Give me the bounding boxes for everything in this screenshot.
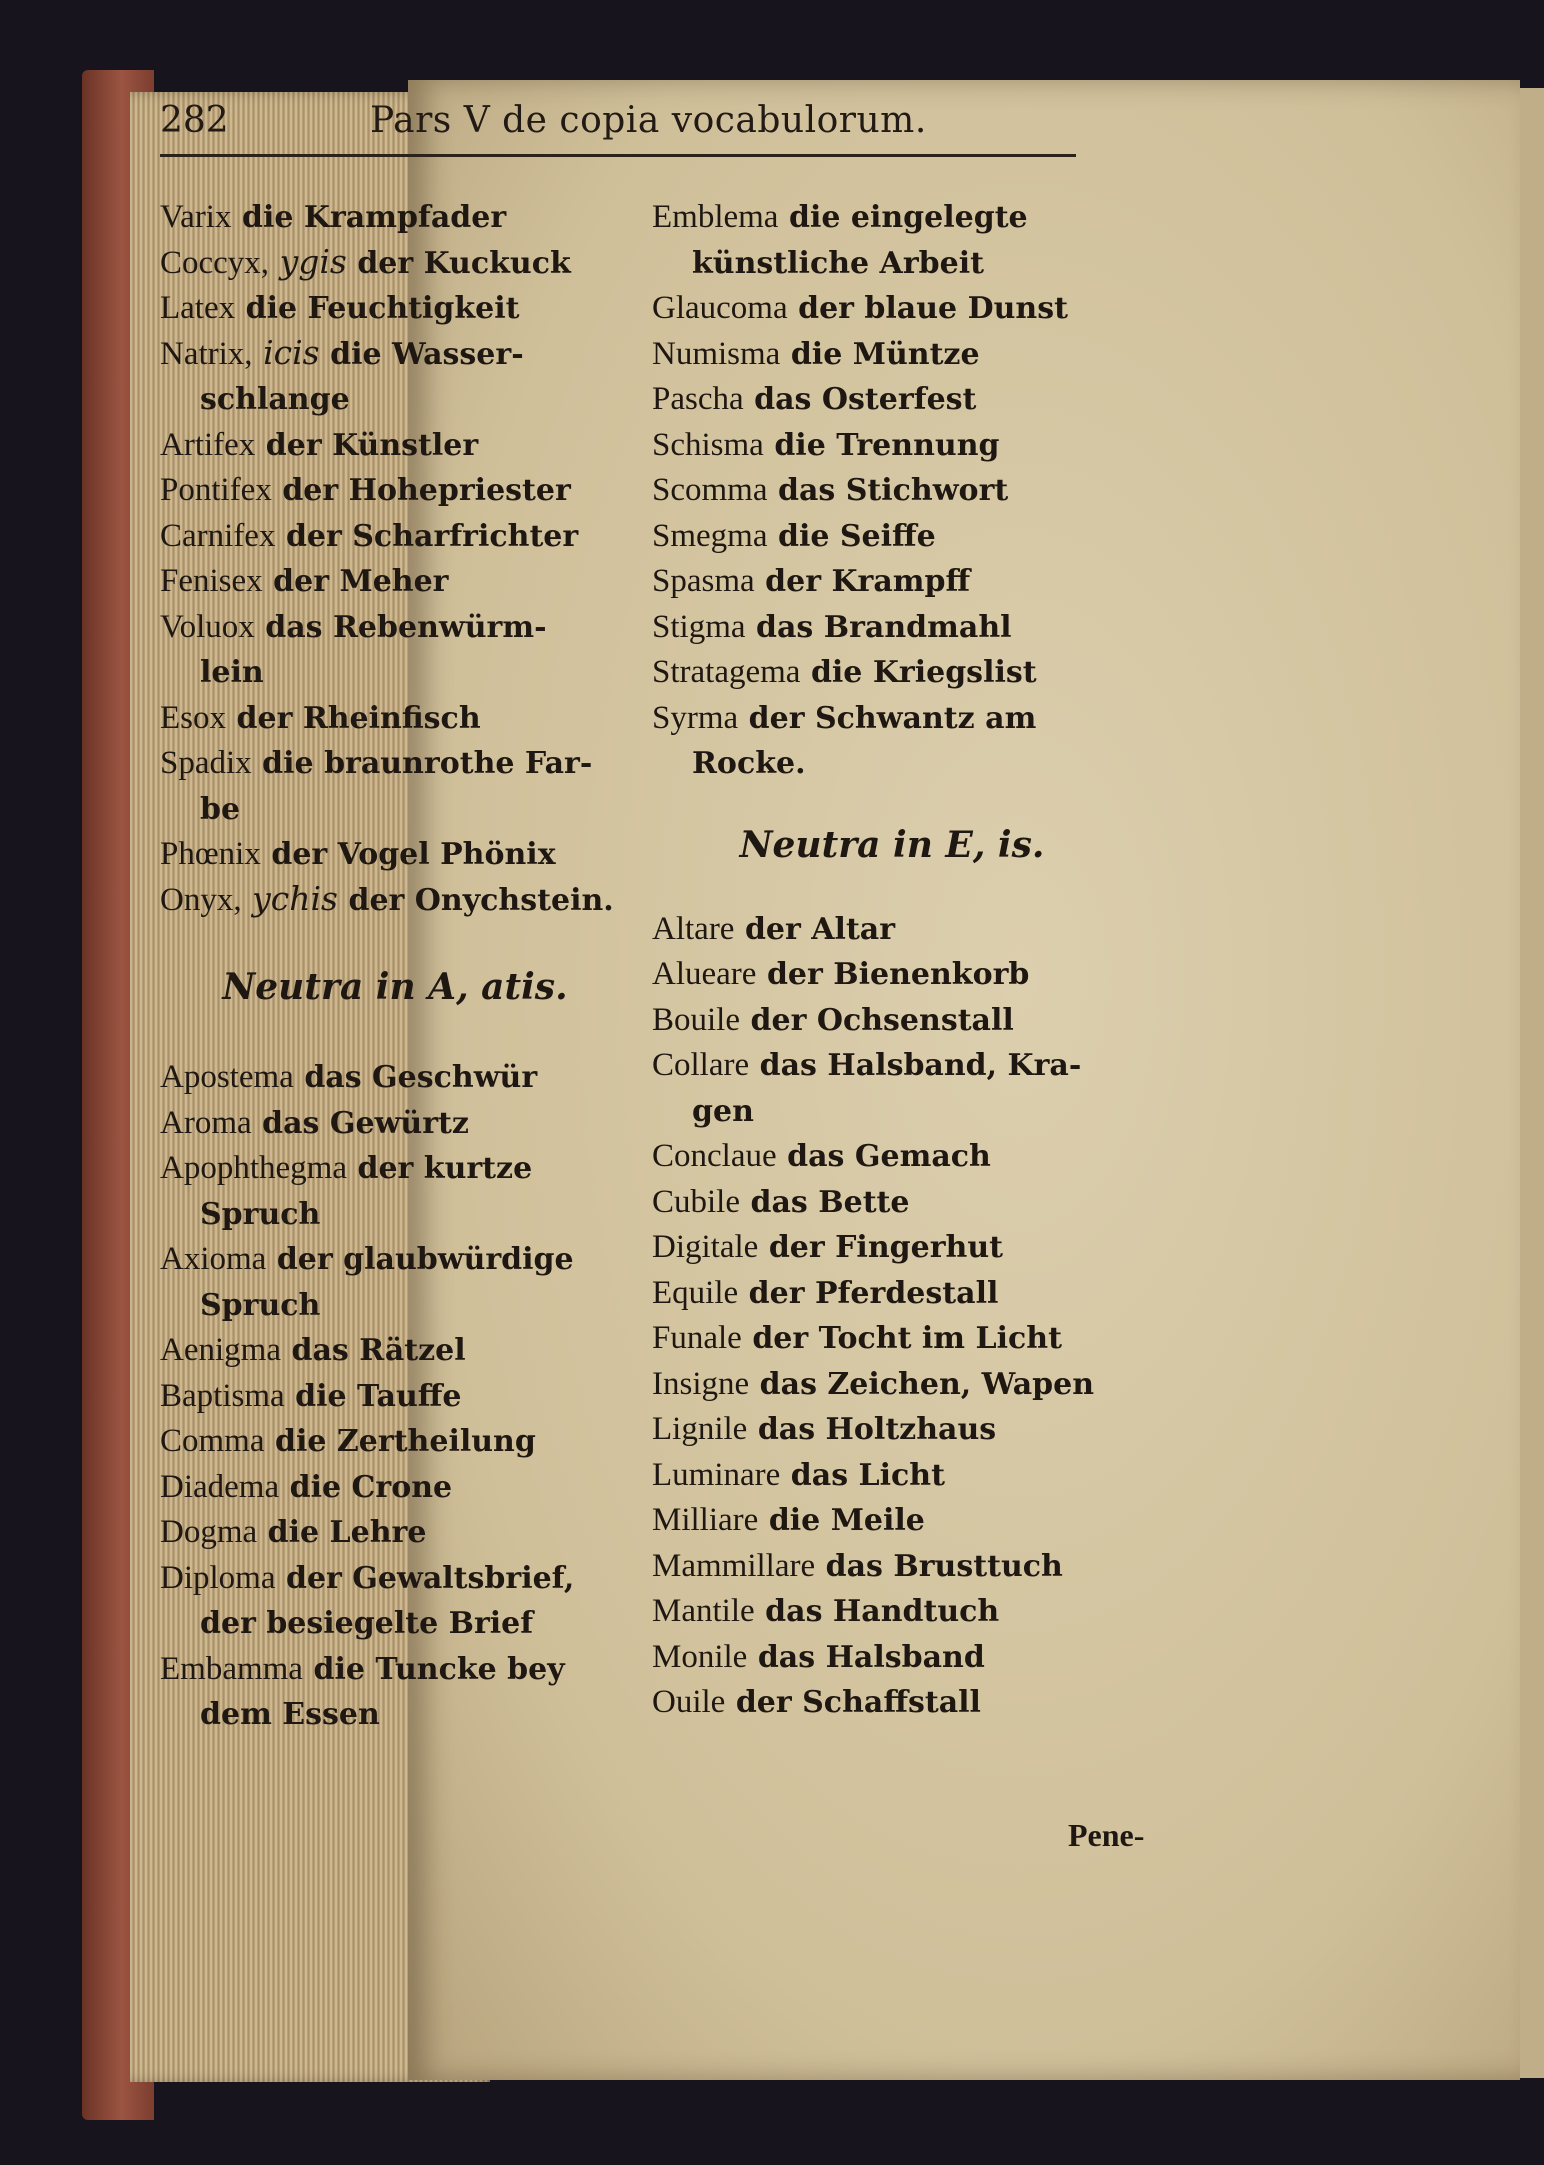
dictionary-entry	[160, 649, 630, 695]
dictionary-entry	[652, 331, 1132, 377]
german-translation: der Krampff	[765, 564, 971, 599]
latin-word: Pascha	[652, 381, 744, 417]
latin-word: Ouile	[652, 1684, 726, 1720]
german-translation: be	[200, 791, 241, 827]
german-translation: der blaue Dunst	[798, 291, 1068, 326]
dictionary-entry	[652, 422, 1132, 468]
right-entries-b	[652, 906, 1132, 1725]
latin-word: Numisma	[652, 335, 781, 372]
german-translation: das Geschwür	[304, 1060, 538, 1095]
dictionary-entry	[652, 1315, 1132, 1361]
dictionary-entry	[160, 1555, 630, 1601]
latin-word: Luminare	[652, 1456, 781, 1493]
dictionary-entry	[160, 1145, 630, 1191]
latin-word: Apostema	[160, 1059, 294, 1095]
dictionary-entry	[652, 1679, 1132, 1725]
german-translation: das Rebenwürm-	[265, 609, 547, 645]
german-translation: der Bienenkorb	[766, 957, 1030, 992]
german-translation: gen	[692, 1093, 754, 1129]
german-translation: die Müntze	[790, 336, 980, 372]
dictionary-entry	[160, 194, 630, 240]
german-translation: das Gewürtz	[262, 1105, 469, 1141]
latin-word: Emblema	[652, 199, 779, 235]
dictionary-entry	[160, 1327, 630, 1373]
latin-word: Milliare	[652, 1502, 759, 1538]
german-translation: der Schwantz am	[748, 700, 1037, 736]
dictionary-entry	[652, 604, 1132, 650]
dictionary-entry	[652, 1361, 1132, 1407]
latin-word: Digitale	[652, 1229, 759, 1265]
running-title: Pars V de copia vocabulorum.	[370, 100, 927, 141]
latin-word: Monile	[652, 1638, 748, 1675]
dictionary-entry	[652, 997, 1132, 1043]
dictionary-entry	[160, 331, 630, 377]
german-translation: die Tuncke bey	[313, 1651, 565, 1687]
dictionary-entry	[160, 422, 630, 468]
latin-word: Esox	[160, 699, 226, 736]
latin-word: Alueare	[652, 956, 757, 992]
german-translation: der besiegelte Brief	[200, 1606, 534, 1641]
dictionary-entry	[160, 1373, 630, 1419]
dictionary-entry	[652, 1179, 1132, 1225]
german-translation: der kurtze	[357, 1151, 533, 1186]
german-translation: die braunrothe Far-	[262, 746, 593, 781]
latin-word: Collare	[652, 1047, 750, 1083]
german-translation: das Zeichen, Wapen	[759, 1366, 1095, 1402]
latin-word: Equile	[652, 1274, 739, 1311]
latin-word: Stratagema	[652, 654, 801, 690]
dictionary-entry	[160, 740, 630, 786]
latin-word: Onyx,	[160, 881, 242, 918]
german-translation: der Ochsenstall	[750, 1002, 1014, 1038]
german-translation: das Gemach	[787, 1139, 991, 1174]
latin-word: Fenisex	[160, 563, 263, 599]
latin-word: Spadix	[160, 745, 252, 781]
german-translation: der Hohepriester	[282, 473, 571, 508]
dictionary-entry	[160, 1691, 630, 1737]
dictionary-entry	[160, 467, 630, 513]
german-translation: der glaubwürdige	[276, 1242, 574, 1277]
german-translation: das Handtuch	[765, 1594, 1000, 1629]
latin-word: Aenigma	[160, 1332, 281, 1368]
german-translation: der Rheinfisch	[236, 700, 481, 736]
dictionary-entry	[652, 1452, 1132, 1498]
german-translation: das Halsband	[757, 1639, 985, 1675]
german-translation: die Meile	[768, 1503, 925, 1538]
latin-word: Altare	[652, 910, 735, 947]
latin-word: Axioma	[160, 1241, 267, 1277]
left-entries-a	[160, 194, 630, 922]
dictionary-entry	[160, 1464, 630, 1510]
right-entries-a	[652, 194, 1132, 786]
latin-word: Embamma	[160, 1650, 303, 1687]
german-translation: der Künstler	[265, 427, 479, 463]
german-translation: die Wasser-	[330, 336, 524, 372]
german-translation: die Crone	[289, 1469, 453, 1505]
latin-word: Syrma	[652, 699, 739, 736]
german-translation: das Bette	[750, 1184, 910, 1220]
dictionary-entry	[160, 1191, 630, 1237]
german-translation: Rocke.	[692, 746, 806, 781]
german-translation: schlange	[200, 382, 350, 417]
german-translation: die eingelegte	[788, 200, 1028, 235]
dictionary-entry	[652, 513, 1132, 559]
german-translation: der Onychstein.	[348, 882, 614, 918]
german-translation: künstliche Arbeit	[692, 245, 984, 281]
dictionary-entry	[160, 695, 630, 741]
dictionary-entry	[652, 906, 1132, 952]
latin-word: Diadema	[160, 1468, 280, 1505]
dictionary-entry	[160, 1282, 630, 1328]
latin-word: Scomma	[652, 472, 768, 508]
dictionary-entry	[160, 240, 630, 286]
german-translation: die Kriegslist	[810, 655, 1037, 690]
left-column	[160, 194, 630, 1737]
latin-word: Glaucoma	[652, 290, 788, 326]
german-translation: die Tauffe	[295, 1378, 462, 1414]
dictionary-entry	[160, 1054, 630, 1100]
german-translation: das Rätzel	[291, 1333, 466, 1368]
header-rule	[160, 154, 1076, 157]
german-translation: der Gewaltsbrief,	[285, 1560, 575, 1596]
german-translation: der Pferdestall	[748, 1275, 999, 1311]
catchword: Pene-	[1068, 1817, 1145, 1853]
latin-word: Stigma	[652, 608, 746, 645]
latin-word: Voluox	[160, 608, 255, 645]
dictionary-entry	[652, 1133, 1132, 1179]
dictionary-entry	[652, 649, 1132, 695]
section-heading-left: Neutra in A, atis.	[222, 966, 568, 1008]
latin-word: Mantile	[652, 1593, 755, 1629]
genitive-ending: icis	[263, 332, 320, 372]
dictionary-entry	[160, 1509, 630, 1555]
left-entries-b	[160, 1054, 630, 1737]
dictionary-entry	[652, 194, 1132, 240]
german-translation: der Altar	[744, 911, 896, 947]
german-translation: die Seiffe	[777, 518, 936, 554]
dictionary-entry	[652, 1634, 1132, 1680]
latin-word: Cubile	[652, 1183, 740, 1220]
german-translation: das Holtzhaus	[757, 1412, 997, 1447]
german-translation: die Lehre	[267, 1515, 427, 1550]
dictionary-entry	[160, 1100, 630, 1146]
german-translation: die Feuchtigkeit	[245, 291, 520, 326]
section-heading-right: Neutra in E, is.	[739, 823, 1045, 866]
dictionary-entry	[160, 1236, 630, 1282]
dictionary-entry	[652, 1224, 1132, 1270]
dictionary-entry	[160, 558, 630, 604]
latin-word: Diploma	[160, 1559, 276, 1596]
latin-word: Schisma	[652, 426, 764, 463]
latin-word: Carnifex	[160, 517, 276, 554]
dictionary-entry	[160, 604, 630, 650]
dictionary-entry	[652, 376, 1132, 422]
dictionary-entry	[652, 1588, 1132, 1634]
latin-word: Apophthegma	[160, 1150, 347, 1186]
german-translation: das Brandmahl	[756, 609, 1012, 645]
dictionary-entry	[160, 877, 630, 923]
dictionary-entry	[652, 951, 1132, 997]
right-column	[652, 194, 1132, 1725]
genitive-ending: ygis	[279, 241, 347, 281]
dictionary-entry	[160, 786, 630, 832]
german-translation: der Vogel Phönix	[271, 837, 556, 872]
latin-word: Comma	[160, 1423, 265, 1459]
german-translation: der Kuckuck	[357, 245, 571, 281]
dictionary-entry	[652, 1543, 1132, 1589]
dictionary-entry	[652, 1088, 1132, 1134]
latin-word: Spasma	[652, 563, 755, 599]
german-translation: die Krampfader	[241, 200, 507, 235]
german-translation: das Osterfest	[754, 382, 977, 417]
latin-word: Artifex	[160, 426, 256, 463]
latin-word: Conclaue	[652, 1138, 777, 1174]
german-translation: Spruch	[200, 1196, 321, 1232]
german-translation: das Stichwort	[777, 473, 1009, 508]
latin-word: Latex	[160, 290, 236, 326]
latin-word: Funale	[652, 1320, 742, 1356]
dictionary-entry	[652, 1270, 1132, 1316]
german-translation: der Schaffstall	[735, 1685, 981, 1720]
latin-word: Varix	[160, 199, 232, 235]
german-translation: der Scharfrichter	[285, 518, 579, 554]
latin-word: Coccyx,	[160, 244, 270, 281]
latin-word: Lignile	[652, 1411, 748, 1447]
german-translation: das Licht	[790, 1457, 945, 1493]
german-translation: die Zertheilung	[275, 1424, 536, 1459]
latin-word: Smegma	[652, 517, 768, 554]
dictionary-entry	[652, 285, 1132, 331]
latin-word: Dogma	[160, 1514, 258, 1550]
dictionary-entry	[652, 1406, 1132, 1452]
latin-word: Bouile	[652, 1001, 740, 1038]
german-translation: Spruch	[200, 1287, 321, 1323]
latin-word: Mammillare	[652, 1547, 816, 1584]
latin-word: Phœnix	[160, 836, 261, 872]
dictionary-entry	[160, 376, 630, 422]
german-translation: der Fingerhut	[768, 1230, 1003, 1265]
dictionary-entry	[652, 695, 1132, 741]
dictionary-entry	[160, 831, 630, 877]
latin-word: Natrix,	[160, 335, 253, 372]
dictionary-entry	[652, 1042, 1132, 1088]
dictionary-entry	[160, 1646, 630, 1692]
german-translation: dem Essen	[200, 1697, 380, 1732]
german-translation: lein	[200, 655, 264, 690]
german-translation: das Brusttuch	[825, 1548, 1063, 1584]
german-translation: der Meher	[273, 564, 449, 599]
dictionary-entry	[652, 558, 1132, 604]
dictionary-entry	[652, 740, 1132, 786]
german-translation: die Trennung	[774, 427, 1000, 463]
latin-word: Aroma	[160, 1104, 252, 1141]
dictionary-entry	[160, 285, 630, 331]
genitive-ending: ychis	[252, 878, 338, 918]
german-translation: das Halsband, Kra-	[759, 1048, 1082, 1083]
dictionary-entry	[160, 1418, 630, 1464]
page-number: 282	[160, 100, 229, 141]
dictionary-entry	[160, 1600, 630, 1646]
german-translation: der Tocht im Licht	[752, 1321, 1062, 1356]
page-header	[160, 92, 1076, 162]
latin-word: Baptisma	[160, 1377, 285, 1414]
dictionary-entry	[160, 513, 630, 559]
dictionary-entry	[652, 1497, 1132, 1543]
latin-word: Insigne	[652, 1365, 750, 1402]
latin-word: Pontifex	[160, 472, 272, 508]
dictionary-entry	[652, 240, 1132, 286]
dictionary-entry	[652, 467, 1132, 513]
